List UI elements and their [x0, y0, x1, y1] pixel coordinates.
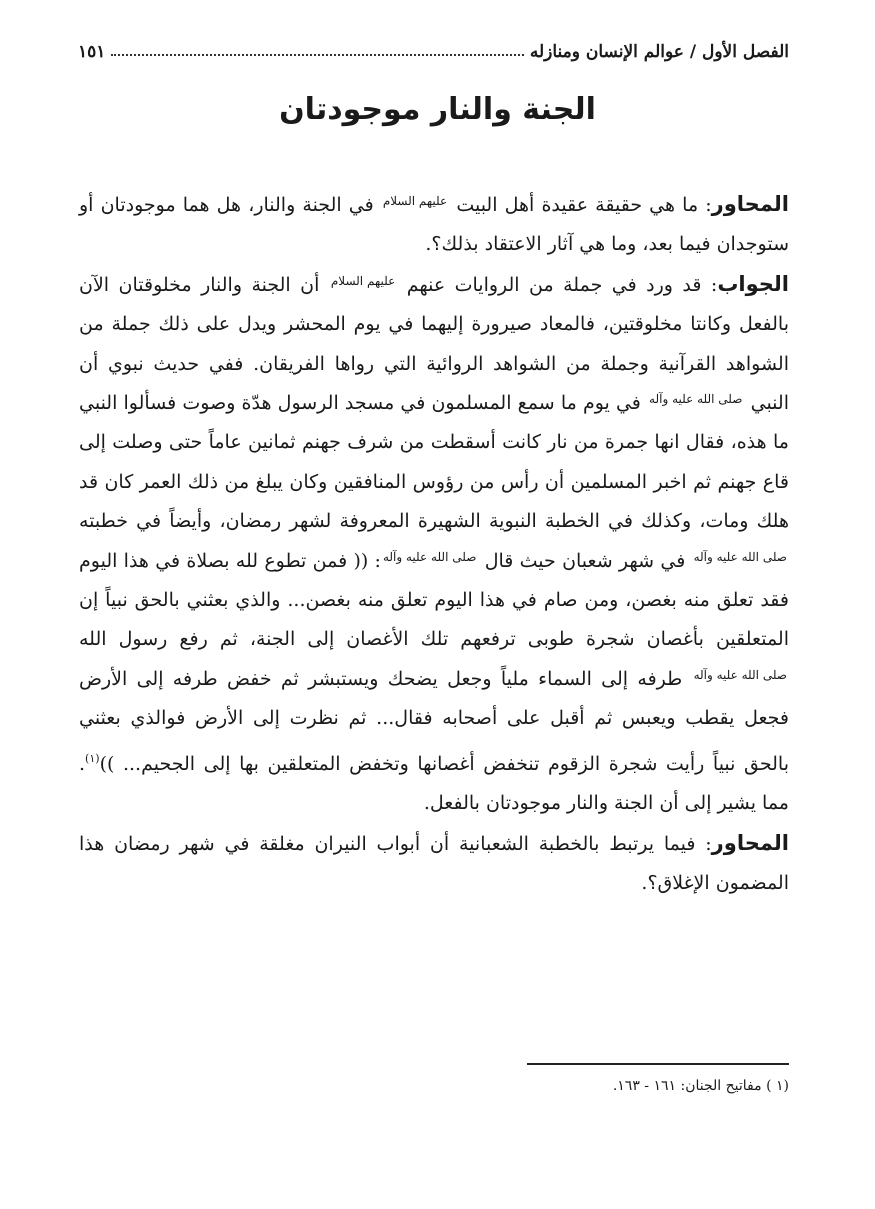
honorific-prophet: صلى الله عليه وآله: [649, 392, 743, 407]
paragraph-text: في الجنة والنار، هل هما موجودتان أو ستوجدان فيما بعد، وما هي آثار الاعتقاد بذلك؟.: [79, 194, 789, 256]
footnote: (١ ) مفاتيح الجنان: ١٦١ - ١٦٣.: [612, 1078, 789, 1094]
paragraph-text: أن الجنة والنار مخلوقتان الآن بالفعل وكانتا مخلوقتين، فالمعاد صيرورة إليهما في يوم المحشر ويدل على ذلك جملة من الشواهد القرآنية وجملة من الشواهد الروائية التي رواها الفريقان. ففي حديث نبوي أن النبي: [79, 273, 789, 415]
main-text: [79, 185, 789, 903]
paragraph-text: طرفه إلى السماء ملياً وجعل يضحك ويستبشر ثم خفض طرفه إلى الأرض فجعل يقطب ويعبس ثم أقبل على أصحابه فقال... ثم نظرت إلى الأرض فوالذي بعثني بالحق نبياً رأيت شجرة الزقوم تنخفض أغصانها وتخفض المتعلقين بها إلى الجحيم... )): [79, 667, 789, 775]
answer-paragraph: [79, 265, 789, 824]
question-paragraph: [79, 824, 789, 904]
honorific-prophet: صلى الله عليه وآله: [382, 549, 477, 564]
speaker-label: المحاور: [711, 830, 789, 855]
footnote-divider: [527, 1063, 789, 1065]
paragraph-text: في شهر شعبان حيث قال: [484, 549, 686, 572]
honorific-ahl-bayt: عليهم السلام: [330, 273, 396, 288]
running-head: [78, 30, 789, 62]
paragraph-text: : (( فمن تطوع لله بصلاة في هذا اليوم فقد تعلق منه بغصن، ومن صام في هذا اليوم تعلق منه بغصن... والذي بعثني بالحق نبياً إن المتعلقين بأغصان شجرة طوبى ترفعهم تلك الأغصان إلى الجنة، ثم رفع رسول الله: [79, 549, 789, 651]
paragraph-text: : ما هي حقيقة عقيدة أهل البيت: [456, 194, 712, 216]
honorific-ahl-bayt: عليهم السلام: [382, 194, 448, 208]
paragraph-text: : فيما يرتبط بالخطبة الشعبانية أن أبواب النيران مغلقة في شهر رمضان هذا المضمون الإغلاق؟.: [79, 832, 789, 894]
speaker-label: الجواب: [717, 271, 789, 296]
speaker-label: المحاور: [711, 192, 789, 216]
section-title: الجنة والنار موجودتان: [279, 92, 596, 127]
paragraph-text: . مما يشير إلى أن الجنة والنار موجودتان بالفعل.: [79, 752, 789, 815]
paragraph-text: : قد ورد في جملة من الروايات عنهم: [406, 273, 718, 296]
page-number: ١٥١: [78, 42, 106, 62]
question-paragraph: [79, 185, 789, 265]
paragraph-text: في يوم ما سمع المسلمون في مسجد الرسول هدّة وصوت فسألوا النبي ما هذه، فقال انها جمرة من نار كانت أسقطت من شرف جهنم ثمانين عاماً حتى وصلت إلى قاع جهنم ثم اخبر المسلمين أن رأس من رؤوس المنافقين وكان يبلغ من ذلك العمر كان قد هلك ومات، وكذلك في الخطبة النبوية الشهيرة المعروفة لشهر رمضان، وأيضاً في خطبته: [79, 392, 789, 533]
leader-dots: [111, 54, 523, 56]
footnote-reference[interactable]: (١): [85, 751, 100, 765]
running-head-chapter: الفصل الأول / عوالم الإنسان ومنازله: [529, 42, 789, 62]
honorific-prophet: صلى الله عليه وآله: [693, 667, 787, 682]
honorific-prophet: صلى الله عليه وآله: [693, 549, 787, 564]
